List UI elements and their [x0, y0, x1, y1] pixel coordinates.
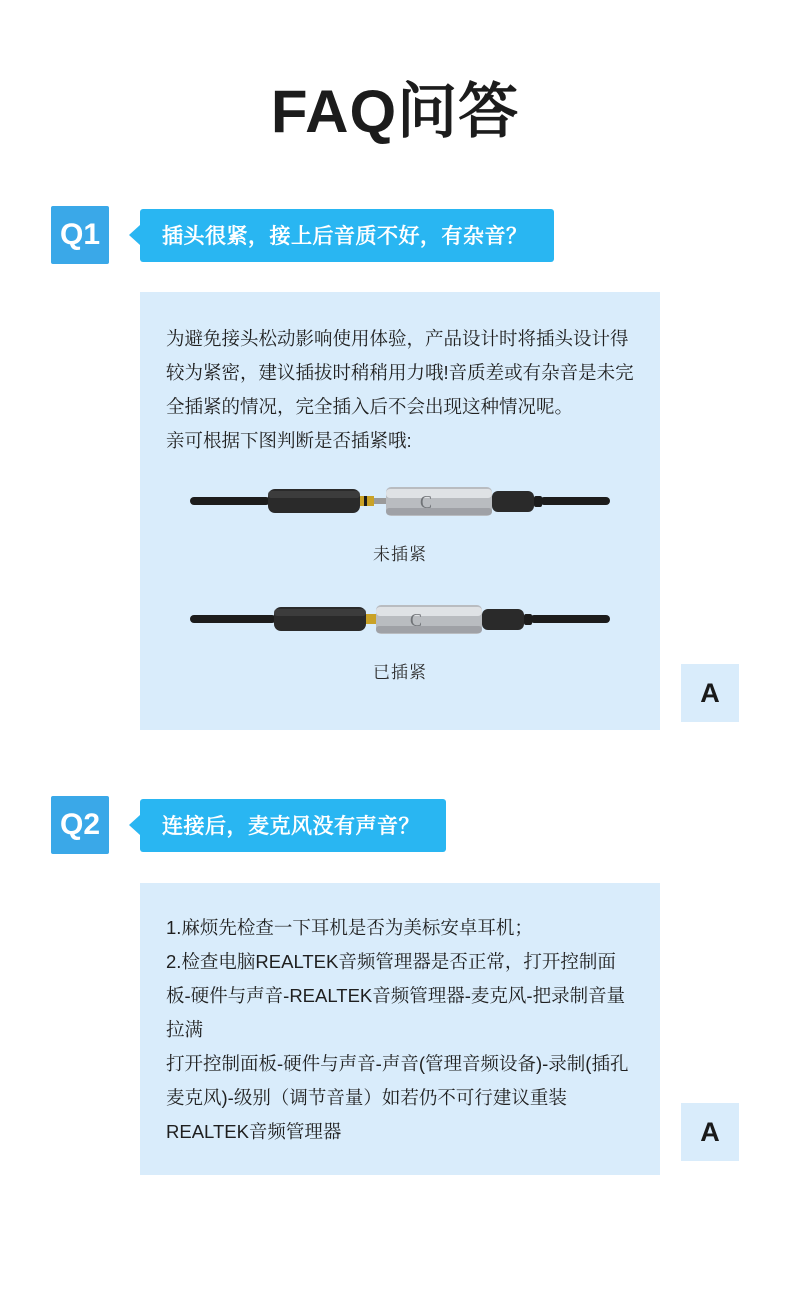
question-text-2: 连接后，麦克风没有声音？ — [140, 799, 446, 852]
question-text-1: 插头很紧，接上后音质不好，有杂音？ — [140, 209, 554, 262]
cable-image-unplugged — [166, 472, 634, 532]
question-row-2 — [0, 796, 790, 854]
question-badge-2: Q2 — [51, 796, 109, 854]
answer-badge-2: A — [681, 1103, 739, 1161]
question-badge-1: Q1 — [51, 206, 109, 264]
question-row-1 — [0, 206, 790, 264]
cable-figure-plugged — [166, 590, 634, 690]
answer-wrap-2 — [0, 883, 790, 1175]
cable-figure-unplugged — [166, 472, 634, 572]
answer-paragraph: 打开控制面板-硬件与声音-声音(管理音频设备)-录制(插孔麦克风)-级别（调节音量）如若仍不可行建议重装REALTEK音频管理器 — [166, 1053, 629, 1142]
svg-text:C: C — [410, 610, 423, 630]
answer-paragraph: 为避免接头松动影响使用体验，产品设计时将插头设计得较为紧密，建议插拔时稍稍用力哦!音质差或有杂音是未完全插紧的情况，完全插入后不会出现这种情况呢。 — [166, 328, 634, 417]
answer-paragraph: 2.检查电脑REALTEK音频管理器是否正常，打开控制面板-硬件与声音-REALTEK音频管理器-麦克风-把录制音量拉满 — [166, 951, 626, 1040]
cable-caption-plugged: 已插紧 — [373, 663, 427, 682]
svg-text:C: C — [420, 492, 433, 512]
answer-wrap-1 — [0, 292, 790, 730]
answer-panel-2 — [140, 883, 660, 1175]
cable-caption-unplugged: 未插紧 — [373, 545, 427, 564]
answer-paragraph: 亲可根据下图判断是否插紧哦: — [166, 430, 412, 451]
faq-item-2 — [0, 796, 790, 1175]
cable-image-plugged — [166, 590, 634, 650]
page-title: FAQ问答 — [270, 78, 520, 145]
answer-panel-1 — [140, 292, 660, 730]
answer-paragraph: 1.麻烦先检查一下耳机是否为美标安卓耳机； — [166, 917, 533, 938]
cable-illustration-icon — [190, 472, 610, 532]
answer-badge-1: A — [681, 664, 739, 722]
faq-item-1 — [0, 206, 790, 730]
cable-illustration-icon — [190, 590, 610, 650]
